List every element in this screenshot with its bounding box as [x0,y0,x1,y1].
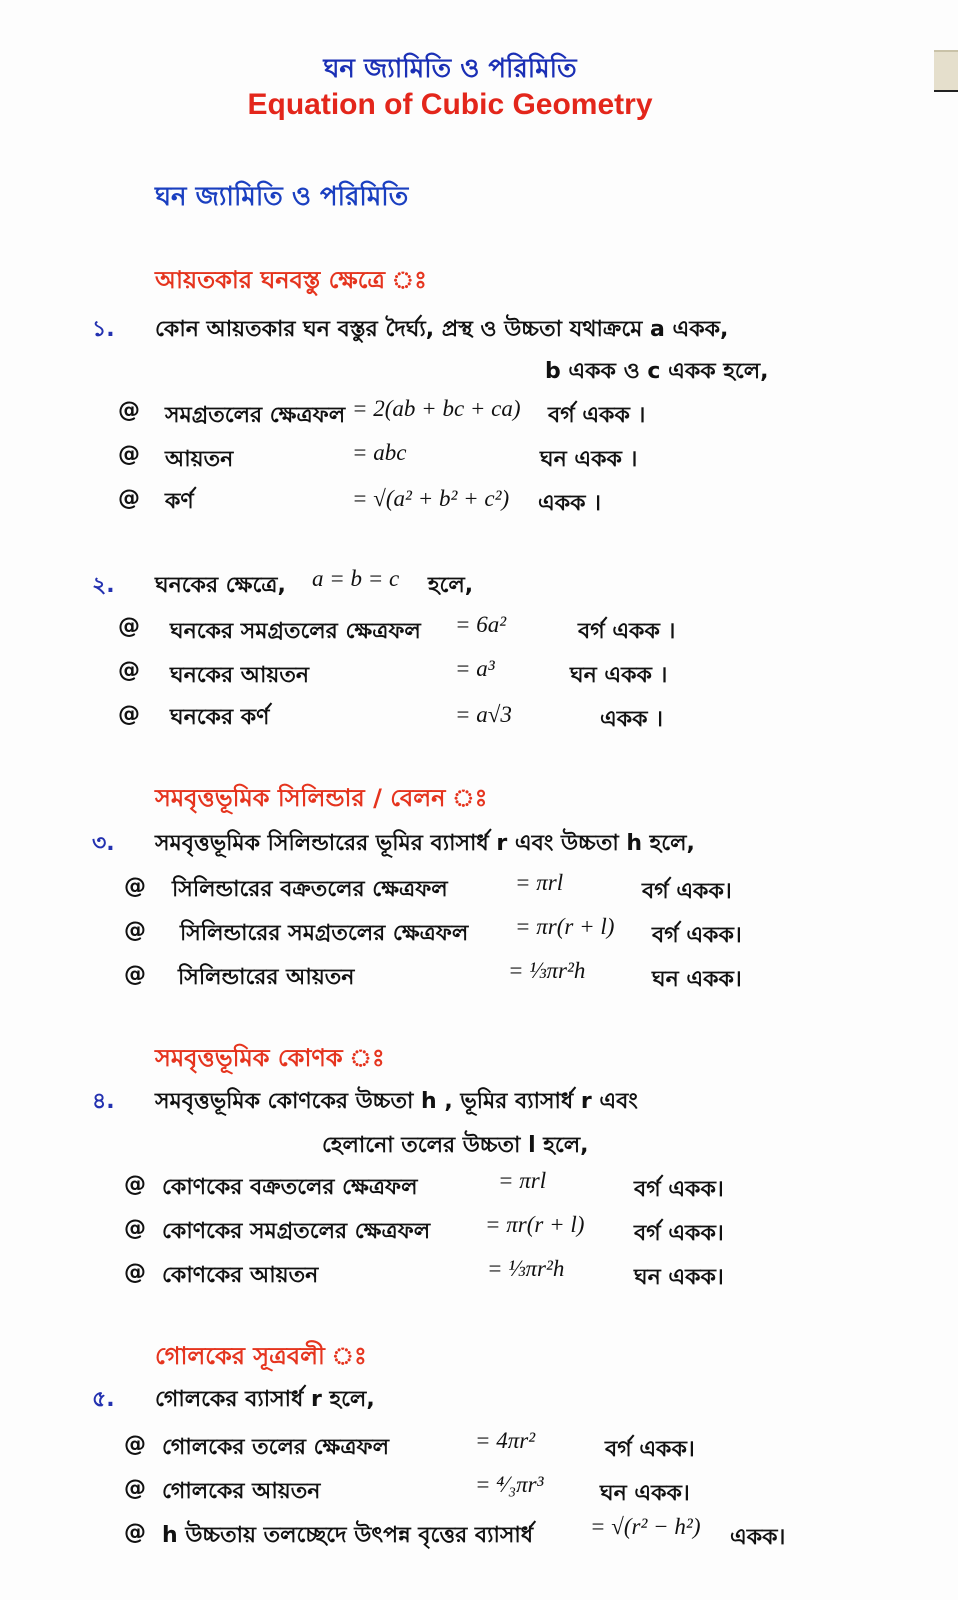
section-5-heading: গোলকের সূত্রবলী ঃ [155,1342,367,1370]
formula-label: আয়তন [165,447,234,472]
bullet: @ [124,1216,146,1241]
formula-value: = πr(r + l) [515,914,615,939]
section-1-line2: b একক ও c একক হলে, [545,359,769,384]
formula-unit: বর্গ একক। [634,1221,724,1246]
formula-value: = abc [352,440,407,465]
formula-value: = ⁴⁄₃πr³ [475,1472,544,1497]
formula-value: = √(r² − h²) [590,1514,701,1539]
section-1-line1: কোন আয়তকার ঘন বস্তুর দৈর্ঘ্য, প্রস্থ ও উচ্চতা যথাক্রমে a একক, [155,317,729,342]
formula-value: = ⅓πr²h [487,1256,565,1281]
formula-label: কর্ণ [165,489,194,514]
formula-unit: ঘন একক। [652,967,742,992]
section-2-condition: a = b = c [312,566,400,591]
formula-value: = πrl [498,1168,547,1193]
bullet: @ [124,1172,146,1197]
formula-label: ঘনকের সমগ্রতলের ক্ষেত্রফল [170,619,421,644]
bullet: @ [124,1520,146,1545]
section-2-number: ২. [92,573,115,598]
formula-value: = a³ [455,656,495,681]
formula-unit: বর্গ একক। [652,923,742,948]
formula-label: গোলকের তলের ক্ষেত্রফল [162,1435,389,1460]
formula-unit: ঘন একক । [540,447,638,472]
formula-unit: একক । [600,707,664,732]
section-5-line1: গোলকের ব্যাসার্ধ r হলে, [155,1387,375,1412]
formula-unit: বর্গ একক। [634,1177,724,1202]
formula-unit: বর্গ একক। [642,879,732,904]
page-heading: ঘন জ্যামিতি ও পরিমিতি [155,182,409,212]
section-2-line1: ঘনকের ক্ষেত্রে, [155,573,286,598]
formula-unit: বর্গ একক। [605,1437,695,1462]
bullet: @ [118,658,140,683]
formula-label: h উচ্চতায় তলচ্ছেদে উৎপন্ন বৃত্তের ব্যাসার্ধ [162,1523,534,1548]
formula-unit: বর্গ একক । [578,619,676,644]
formula-label: সিলিন্ডারের আয়তন [178,965,355,990]
formula-label: কোণকের আয়তন [162,1263,319,1288]
formula-unit: বর্গ একক । [548,403,646,428]
formula-label: সমগ্রতলের ক্ষেত্রফল [165,403,346,428]
formula-value: = 4πr² [475,1428,536,1453]
formula-value: = a√3 [455,702,512,727]
bullet: @ [124,918,146,943]
bullet: @ [124,1260,146,1285]
section-4-number: ৪. [92,1089,115,1114]
bullet: @ [118,614,140,639]
bullet: @ [124,962,146,987]
formula-label: সিলিন্ডারের সমগ্রতলের ক্ষেত্রফল [180,921,469,946]
formula-unit: ঘন একক । [570,663,668,688]
section-4-line1: সমবৃত্তভূমিক কোণকের উচ্চতা h , ভূমির ব্যাসার্ধ r এবং [155,1089,638,1114]
formula-value: = πr(r + l) [485,1212,585,1237]
formula-value: = ⅓πr²h [508,958,586,983]
section-5-number: ৫. [92,1387,115,1412]
formula-unit: ঘন একক। [600,1481,690,1506]
section-3-line1: সমবৃত্তভূমিক সিলিন্ডারের ভূমির ব্যাসার্ধ r এবং উচ্চতা h হলে, [155,831,695,856]
bullet: @ [124,874,146,899]
formula-label: গোলকের আয়তন [162,1479,321,1504]
formula-label: সিলিন্ডারের বক্রতলের ক্ষেত্রফল [172,877,448,902]
formula-value: = √(a² + b² + c²) [352,486,510,511]
formula-unit: একক । [538,491,602,516]
formula-unit: ঘন একক। [634,1265,724,1290]
section-4-heading: সমবৃত্তভূমিক কোণক ঃ [155,1044,385,1072]
title-bengali: ঘন জ্যামিতি ও পরিমিতি [323,54,577,84]
formula-value: = πrl [515,870,564,895]
section-1-heading: আয়তকার ঘনবস্তু ক্ষেত্রে ঃ [155,266,427,294]
bullet: @ [118,702,140,727]
bullet: @ [124,1432,146,1457]
formula-value: = 2(ab + bc + ca) [352,396,521,421]
section-4-line2: হেলানো তলের উচ্চতা l হলে, [322,1133,589,1158]
section-3-heading: সমবৃত্তভূমিক সিলিন্ডার / বেলন ঃ [155,784,488,812]
formula-unit: একক। [730,1525,786,1550]
bullet: @ [118,398,140,423]
section-2-line1b: হলে, [428,573,474,598]
formula-label: কোণকের সমগ্রতলের ক্ষেত্রফল [162,1219,431,1244]
bullet: @ [118,442,140,467]
formula-label: ঘনকের আয়তন [170,663,309,688]
bullet: @ [124,1476,146,1501]
side-tab [934,50,958,92]
section-1-number: ১. [92,317,115,342]
formula-label: ঘনকের কর্ণ [170,705,270,730]
section-3-number: ৩. [92,831,115,856]
formula-label: কোণকের বক্রতলের ক্ষেত্রফল [162,1175,418,1200]
title-english: Equation of Cubic Geometry [247,88,653,121]
formula-value: = 6a² [455,612,507,637]
bullet: @ [118,486,140,511]
